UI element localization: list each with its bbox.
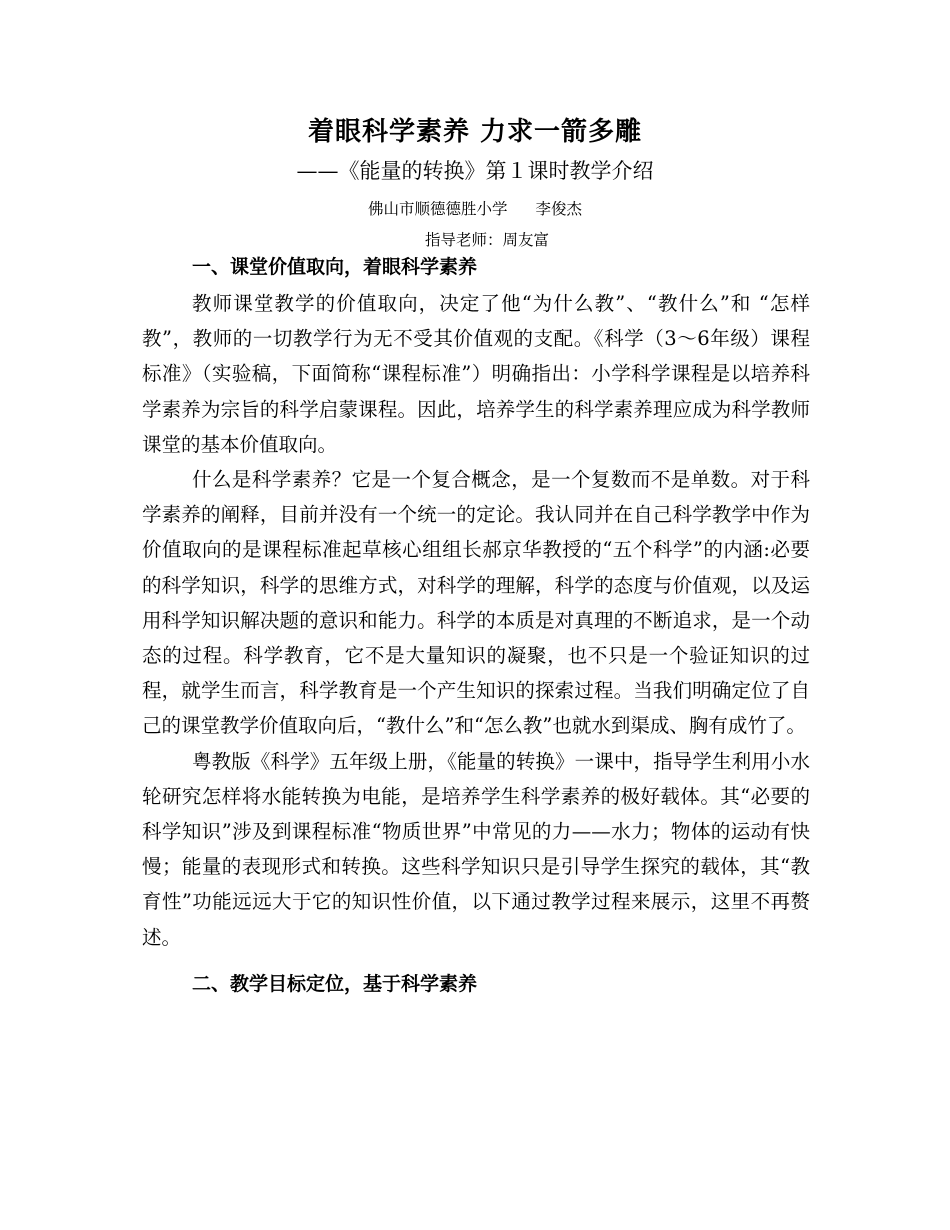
paragraph-2: 什么是科学素养？它是一个复合概念，是一个复数而不是单数。对于科学素养的阐释，目前并没有一个统一的定论。我认同并在自己科学教学中作为价值取向的是课程标准起草核心组组长郝京华教授的“五个科学”的内涵:必要的科学知识，科学的思维方式，对科学的理解，科学的态度与价值观，以及运用科学知识解决题的意识和能力。科学的本质是对真理的不断追求，是一个动态的过程。科学教育，它不是大量知识的凝聚，也不只是一个验证知识的过程，就学生而言，科学教育是一个产生知识的探索过程。当我们明确定位了自己的课堂教学价值取向后，“教什么”和“怎么教”也就水到渠成、胸有成竹了。	[142, 468, 810, 738]
advisor-line: 指导老师：周友富	[425, 231, 550, 249]
document-title: 着眼科学素养 力求一箭多雕	[307, 117, 643, 147]
section-heading-1: 一、课堂价值取向，着眼科学素养	[192, 256, 478, 278]
section-heading-2: 二、教学目标定位，基于科学素养	[192, 972, 478, 995]
school-name: 佛山市顺德德胜小学	[367, 200, 508, 218]
author-name: 李俊杰	[535, 200, 583, 218]
author-line	[0, 196, 950, 222]
paragraph-1: 教师课堂教学的价值取向，决定了他“为什么教”、“教什么”和 “怎样教”，教师的一切教学行为无不受其价值观的支配。《科学（3～6年级）课程标准》（实验稿，下面简称“课程标准”）明确指出：小学科学课程是以培养科学素养为宗旨的科学启蒙课程。因此，培养学生的科学素养理应成为科学教师课堂的基本价值取向。	[142, 292, 810, 456]
document-subtitle: ——《能量的转换》第１课时教学介绍	[296, 159, 654, 183]
document-body	[142, 248, 810, 1003]
paragraph-3: 粤教版《科学》五年级上册，《能量的转换》一课中，指导学生利用小水轮研究怎样将水能转换为电能，是培养学生科学素养的极好载体。其“必要的科学知识”涉及到课程标准“物质世界”中常见的力——水力；物体的运动有快慢；能量的表现形式和转换。这些科学知识只是引导学生探究的载体，其“教育性”功能远远大于它的知识性价值，以下通过教学过程来展示，这里不再赘述。	[142, 749, 810, 949]
